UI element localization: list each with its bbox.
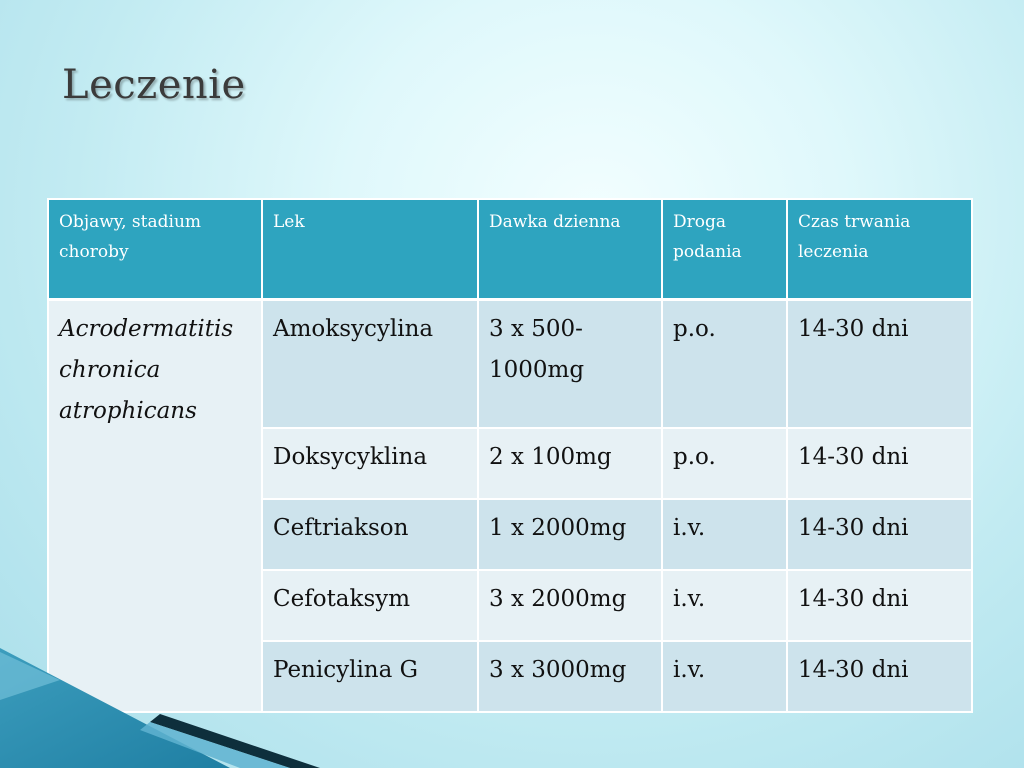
dose-cell: 1 x 2000mg	[478, 499, 662, 570]
header-symptoms: Objawy, stadium choroby	[48, 199, 262, 299]
swoosh-accent-stripe	[140, 722, 290, 768]
route-cell: p.o.	[662, 299, 787, 428]
header-duration: Czas trwania leczenia	[787, 199, 972, 299]
drug-cell: Amoksycylina	[262, 299, 478, 428]
treatment-table	[47, 198, 973, 713]
route-cell: i.v.	[662, 570, 787, 641]
route-cell: i.v.	[662, 499, 787, 570]
dose-cell: 3 x 3000mg	[478, 641, 662, 712]
header-daily-dose: Dawka dzienna	[478, 199, 662, 299]
duration-cell: 14-30 dni	[787, 641, 972, 712]
symptom-cell: Acrodermatitis chronica atrophicans	[48, 299, 262, 712]
header-drug: Lek	[262, 199, 478, 299]
route-cell: p.o.	[662, 428, 787, 499]
drug-cell: Cefotaksym	[262, 570, 478, 641]
dose-cell: 3 x 2000mg	[478, 570, 662, 641]
duration-cell: 14-30 dni	[787, 299, 972, 428]
drug-cell: Penicylina G	[262, 641, 478, 712]
duration-cell: 14-30 dni	[787, 499, 972, 570]
drug-cell: Ceftriakson	[262, 499, 478, 570]
dose-cell: 2 x 100mg	[478, 428, 662, 499]
route-cell: i.v.	[662, 641, 787, 712]
table-header-row	[48, 199, 972, 299]
duration-cell: 14-30 dni	[787, 570, 972, 641]
table-row	[48, 299, 972, 428]
drug-cell: Doksycyklina	[262, 428, 478, 499]
dose-cell: 3 x 500-1000mg	[478, 299, 662, 428]
duration-cell: 14-30 dni	[787, 428, 972, 499]
swoosh-dark-stripe	[150, 714, 320, 768]
slide-title: Leczenie	[62, 62, 246, 108]
header-route: Droga podania	[662, 199, 787, 299]
